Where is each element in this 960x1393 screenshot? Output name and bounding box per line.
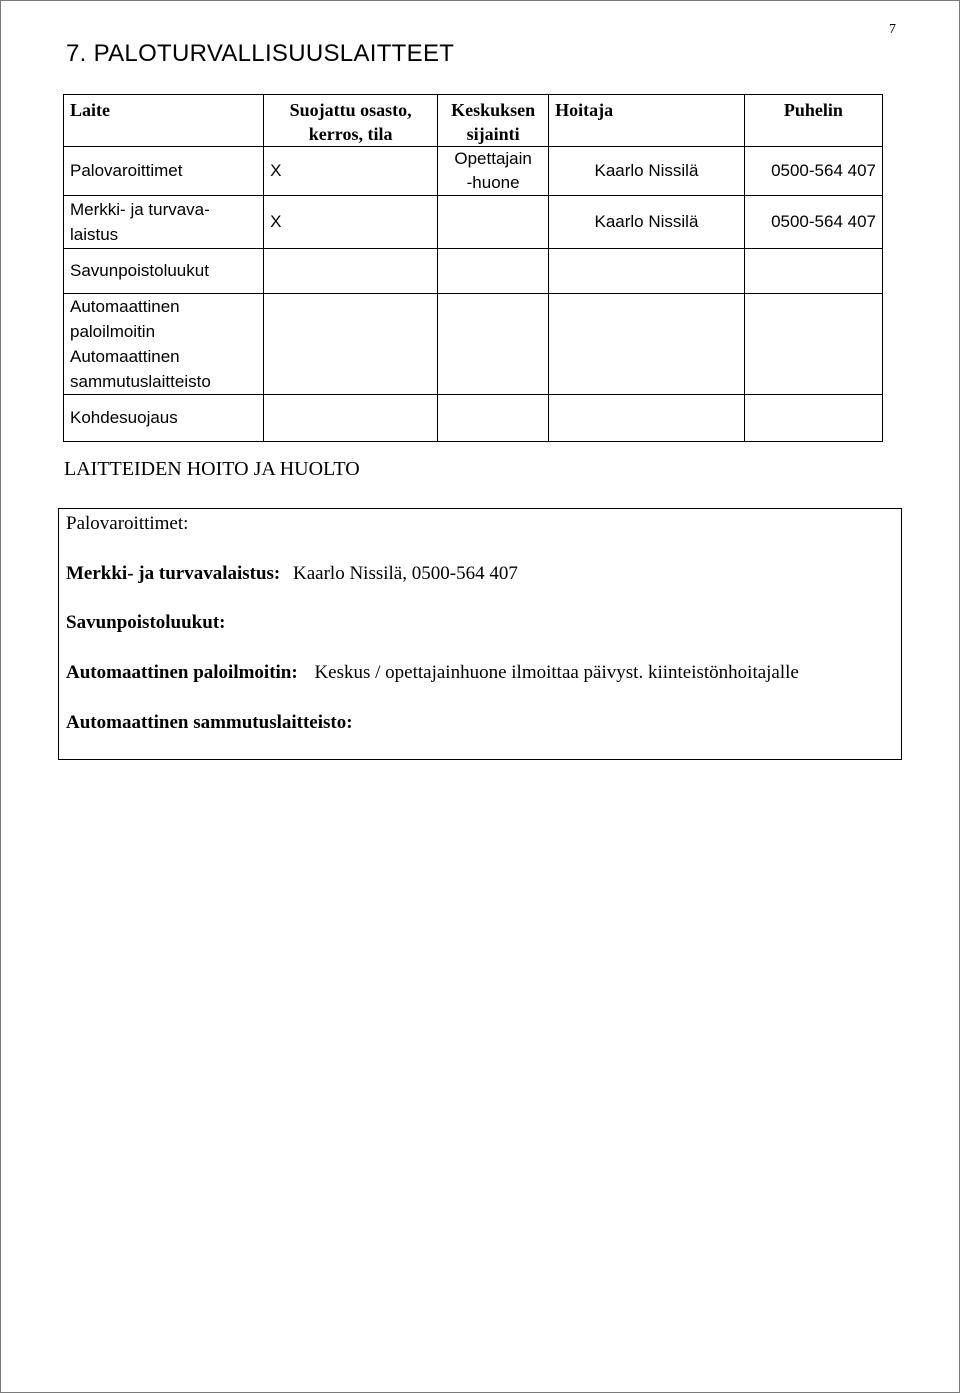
header-protected-area-line2: kerros, tila xyxy=(308,124,393,144)
page-number: 7 xyxy=(889,22,896,37)
location-cell xyxy=(438,249,549,294)
location-line2: -huone xyxy=(466,173,520,192)
caretaker-cell xyxy=(549,249,745,294)
header-device: Laite xyxy=(64,95,264,147)
maintenance-label: Automaattinen paloilmoitin: xyxy=(66,662,298,683)
maintenance-box xyxy=(58,508,902,760)
header-protected-area xyxy=(264,95,438,147)
maintenance-item xyxy=(66,513,188,535)
device-cell xyxy=(64,294,264,395)
location-cell xyxy=(438,196,549,249)
header-protected-area-line1: Suojattu osasto, xyxy=(289,100,412,120)
table-row xyxy=(64,147,883,196)
location-cell xyxy=(438,395,549,442)
location-cell xyxy=(438,147,549,196)
location-line1: Opettajain xyxy=(454,149,532,168)
maintenance-item xyxy=(66,563,518,585)
protected-cell: X xyxy=(264,147,438,196)
protected-cell xyxy=(264,249,438,294)
phone-cell xyxy=(744,294,882,395)
maintenance-title: LAITTEIDEN HOITO JA HUOLTO xyxy=(64,458,360,480)
protected-cell: X xyxy=(264,196,438,249)
caretaker-cell xyxy=(549,395,745,442)
device-line3: Automaattinen xyxy=(70,347,180,366)
phone-cell xyxy=(744,395,882,442)
caretaker-cell: Kaarlo Nissilä xyxy=(549,196,745,249)
table-row xyxy=(64,249,883,294)
protected-cell xyxy=(264,294,438,395)
maintenance-item xyxy=(66,712,353,734)
caretaker-cell xyxy=(549,294,745,395)
device-line2: laistus xyxy=(70,225,119,244)
device-cell: Palovaroittimet xyxy=(64,147,264,196)
header-center-location-line1: Keskuksen xyxy=(451,100,536,120)
maintenance-item xyxy=(66,662,799,684)
maintenance-label: Palovaroittimet: xyxy=(66,513,189,534)
devices-table xyxy=(63,94,883,442)
maintenance-label: Merkki- ja turvavalaistus: xyxy=(66,563,281,584)
device-line1: Automaattinen xyxy=(70,297,180,316)
section-title: 7. PALOTURVALLISUUSLAITTEET xyxy=(66,40,455,67)
table-header-row xyxy=(64,95,883,147)
caretaker-cell: Kaarlo Nissilä xyxy=(549,147,745,196)
table-row xyxy=(64,395,883,442)
header-phone: Puhelin xyxy=(744,95,882,147)
device-cell xyxy=(64,196,264,249)
device-line4: sammutuslaitteisto xyxy=(70,372,211,391)
device-line1: Merkki- ja turvava- xyxy=(70,200,210,219)
header-center-location xyxy=(438,95,549,147)
header-center-location-line2: sijainti xyxy=(466,124,520,144)
maintenance-item xyxy=(66,612,225,634)
header-caretaker: Hoitaja xyxy=(549,95,745,147)
phone-cell: 0500-564 407 xyxy=(744,196,882,249)
location-cell xyxy=(438,294,549,395)
device-line2: paloilmoitin xyxy=(70,322,156,341)
phone-cell xyxy=(744,249,882,294)
maintenance-label: Automaattinen sammutuslaitteisto: xyxy=(66,712,353,733)
phone-cell: 0500-564 407 xyxy=(744,147,882,196)
maintenance-label: Savunpoistoluukut: xyxy=(66,612,226,633)
device-cell: Savunpoistoluukut xyxy=(64,249,264,294)
protected-cell xyxy=(264,395,438,442)
device-cell: Kohdesuojaus xyxy=(64,395,264,442)
table-row xyxy=(64,196,883,249)
maintenance-value: Kaarlo Nissilä, 0500-564 407 xyxy=(293,563,518,584)
table-row xyxy=(64,294,883,395)
maintenance-value: Keskus / opettajainhuone ilmoittaa päivyst. kiinteistönhoitajalle xyxy=(314,662,799,683)
